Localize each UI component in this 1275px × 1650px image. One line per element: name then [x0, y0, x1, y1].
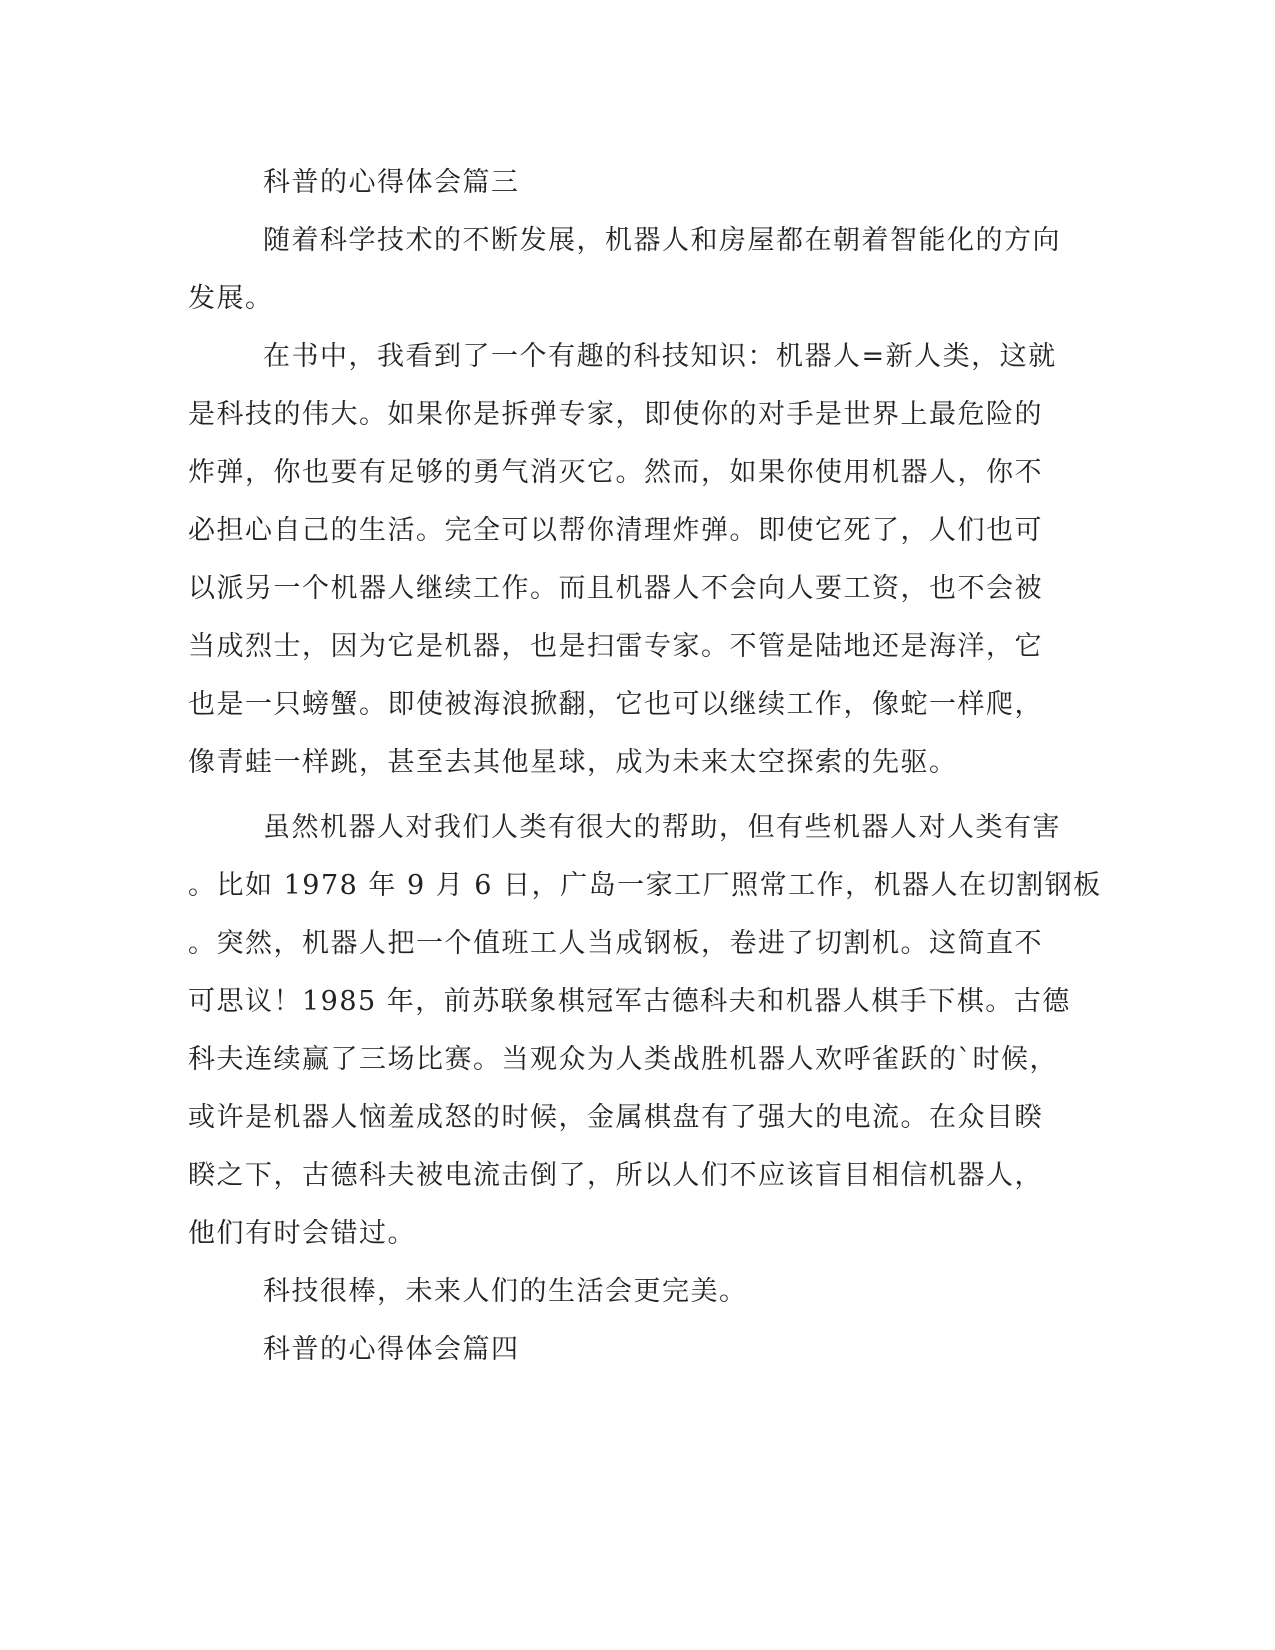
paragraph-4-line-1: 科技很棒，未来人们的生活会更完美。: [263, 1276, 748, 1307]
paragraph-3-line-7: 睽之下，古德科夫被电流击倒了，所以人们不应该盲目相信机器人，: [188, 1160, 1043, 1191]
paragraph-2-line-5: 以派另一个机器人继续工作。而且机器人不会向人要工资，也不会被: [188, 573, 1043, 604]
paragraph-3-line-8: 他们有时会错过。: [188, 1218, 416, 1249]
section-heading-3: 科普的心得体会篇三: [263, 167, 520, 198]
paragraph-3-line-1: 虽然机器人对我们人类有很大的帮助，但有些机器人对人类有害: [263, 812, 1061, 843]
paragraph-3-line-6: 或许是机器人恼羞成怒的时候，金属棋盘有了强大的电流。在众目睽: [188, 1102, 1043, 1133]
paragraph-2-line-4: 必担心自己的生活。完全可以帮你清理炸弹。即使它死了，人们也可: [188, 515, 1043, 546]
paragraph-1-line-2: 发展。: [188, 283, 274, 314]
paragraph-3-line-5: 科夫连续赢了三场比赛。当观众为人类战胜机器人欢呼雀跃的`时候，: [188, 1044, 1058, 1075]
paragraph-1-line-1: 随着科学技术的不断发展，机器人和房屋都在朝着智能化的方向: [263, 225, 1061, 256]
paragraph-2-line-6: 当成烈士，因为它是机器，也是扫雷专家。不管是陆地还是海洋，它: [188, 631, 1043, 662]
paragraph-3-line-3: 。突然，机器人把一个值班工人当成钢板，卷进了切割机。这简直不: [188, 928, 1043, 959]
paragraph-2-line-3: 炸弹，你也要有足够的勇气消灭它。然而，如果你使用机器人，你不: [188, 457, 1043, 488]
section-heading-4: 科普的心得体会篇四: [263, 1334, 520, 1365]
paragraph-3-line-2: 。比如 1978 年 9 月 6 日，广岛一家工厂照常工作，机器人在切割钢板: [188, 870, 1102, 901]
paragraph-2-line-8: 像青蛙一样跳，甚至去其他星球，成为未来太空探索的先驱。: [188, 747, 958, 778]
paragraph-2-line-1: 在书中，我看到了一个有趣的科技知识：机器人=新人类，这就: [263, 341, 1057, 372]
paragraph-2-line-2: 是科技的伟大。如果你是拆弹专家，即使你的对手是世界上最危险的: [188, 399, 1043, 430]
paragraph-2-line-7: 也是一只螃蟹。即使被海浪掀翻，它也可以继续工作，像蛇一样爬，: [188, 689, 1043, 720]
paragraph-3-line-4: 可思议！1985 年，前苏联象棋冠军古德科夫和机器人棋手下棋。古德: [188, 986, 1071, 1017]
